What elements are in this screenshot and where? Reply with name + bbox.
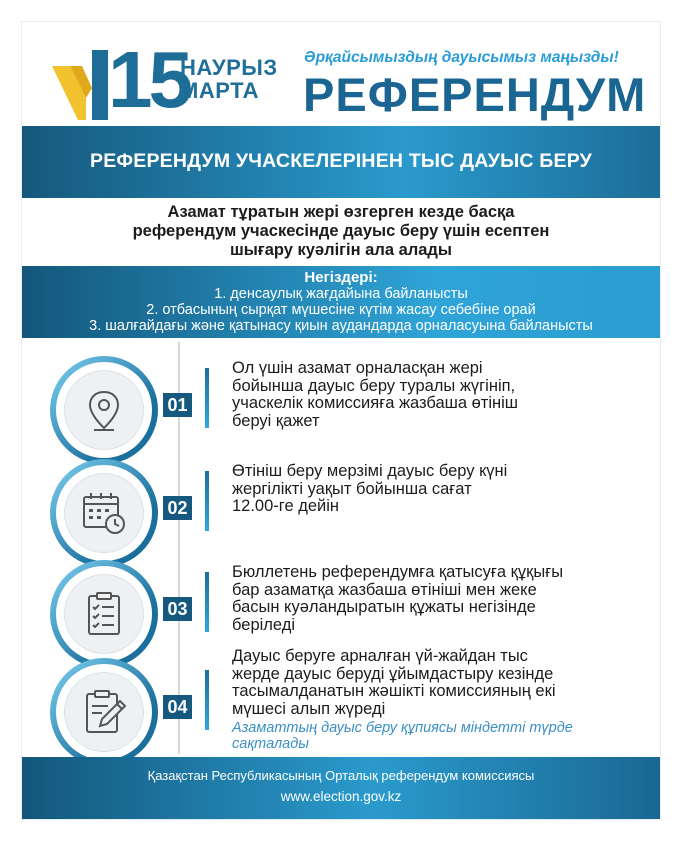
intro-line: референдум учаскесінде дауыс беру үшін есептен bbox=[132, 222, 550, 240]
step-circle bbox=[50, 658, 158, 766]
poster bbox=[22, 22, 660, 819]
note-line: Азаматтың дауыс беру құпиясы міндетті түрде bbox=[232, 720, 573, 736]
step-line: беріледі bbox=[232, 615, 296, 634]
band-title: РЕФЕРЕНДУМ УЧАСКЕЛЕРІНЕН ТЫС ДАУЫС БЕРУ bbox=[90, 150, 592, 172]
footer-organization: Қазақстан Республикасының Орталық референдум комиссиясы bbox=[147, 768, 535, 783]
slogan: Әрқайсымыздың дауысымыз маңызды! bbox=[304, 49, 619, 66]
step-1 bbox=[22, 344, 660, 444]
step-line: 12.00-ге дейін bbox=[232, 497, 340, 515]
intro-line: Азамат тұратын жері өзгерген кезде басқа bbox=[167, 203, 515, 221]
date-line-2: МАРТА bbox=[180, 78, 260, 103]
step-3 bbox=[22, 548, 660, 648]
step-line: Өтініш беру мерзімі дауыс беру күні bbox=[232, 462, 508, 480]
footer bbox=[22, 757, 660, 819]
step-line: бар азаматқа жазбаша өтініші мен жеке bbox=[232, 580, 537, 599]
step-line: мүшесі алып жүреді bbox=[232, 699, 386, 718]
step-accent-bar bbox=[205, 471, 209, 531]
step-text bbox=[232, 648, 637, 752]
location-pin-icon bbox=[78, 384, 130, 436]
step-text bbox=[232, 360, 637, 430]
step-line: Ол үшін азамат орналасқан жері bbox=[232, 359, 483, 377]
grounds-item: 2. отбасының сырқат мүшесіне күтім жасау себебіне орай bbox=[146, 302, 536, 318]
step-number: 02 bbox=[163, 496, 192, 520]
step-line: басын куәландыратын құжаты негізінде bbox=[232, 598, 536, 616]
footer-website-link[interactable]: www.election.gov.kz bbox=[280, 789, 402, 804]
step-line: учаскелік комиссияға жазбаша өтініш bbox=[232, 394, 519, 412]
checklist-clipboard-icon bbox=[78, 588, 130, 640]
page-title: РЕФЕРЕНДУМ bbox=[303, 68, 647, 121]
grounds-item: 3. шалғайдағы және қатынасу қиын аудандарда орналасуына байланысты bbox=[89, 318, 593, 334]
step-number: 03 bbox=[163, 597, 192, 621]
logo-number: 15 bbox=[108, 35, 189, 124]
step-4 bbox=[22, 646, 660, 752]
intro-line: шығару куәлігін ала алады bbox=[229, 241, 453, 259]
date-line-1: НАУРЫЗ bbox=[180, 55, 278, 80]
step-line: жерде дауыс беруді ұйымдастыру кезінде bbox=[232, 664, 554, 683]
step-line: беруі қажет bbox=[232, 411, 320, 430]
step-number: 01 bbox=[163, 393, 192, 417]
grounds-title: Негіздері: bbox=[304, 269, 378, 286]
step-accent-bar bbox=[205, 670, 209, 730]
step-2 bbox=[22, 447, 660, 547]
step-line: бойынша дауыс беру туралы жүгініп, bbox=[232, 376, 516, 395]
step-line: жергілікті уақыт бойынша сағат bbox=[232, 479, 472, 498]
grounds-item: 1. денсаулық жағдайына байланысты bbox=[214, 286, 468, 302]
step-accent-bar bbox=[205, 572, 209, 632]
step-accent-bar bbox=[205, 368, 209, 428]
note-line: сақталады bbox=[232, 735, 309, 752]
step-line: тасымалданатын жәшікті комиссияның екі bbox=[232, 682, 556, 700]
step-line: Бюллетень референдумға қатысуға құқығы bbox=[232, 563, 564, 581]
grounds-band bbox=[22, 266, 660, 338]
calendar-clock-icon bbox=[78, 487, 130, 539]
step-text bbox=[232, 463, 637, 516]
secrecy-note bbox=[232, 721, 637, 752]
clipboard-pen-icon bbox=[78, 686, 130, 738]
step-text bbox=[232, 564, 637, 634]
step-line: Дауыс беруге арналған үй-жайдан тыс bbox=[232, 647, 528, 665]
intro-text bbox=[22, 203, 660, 260]
step-number: 04 bbox=[163, 695, 192, 719]
title-band bbox=[22, 126, 660, 198]
